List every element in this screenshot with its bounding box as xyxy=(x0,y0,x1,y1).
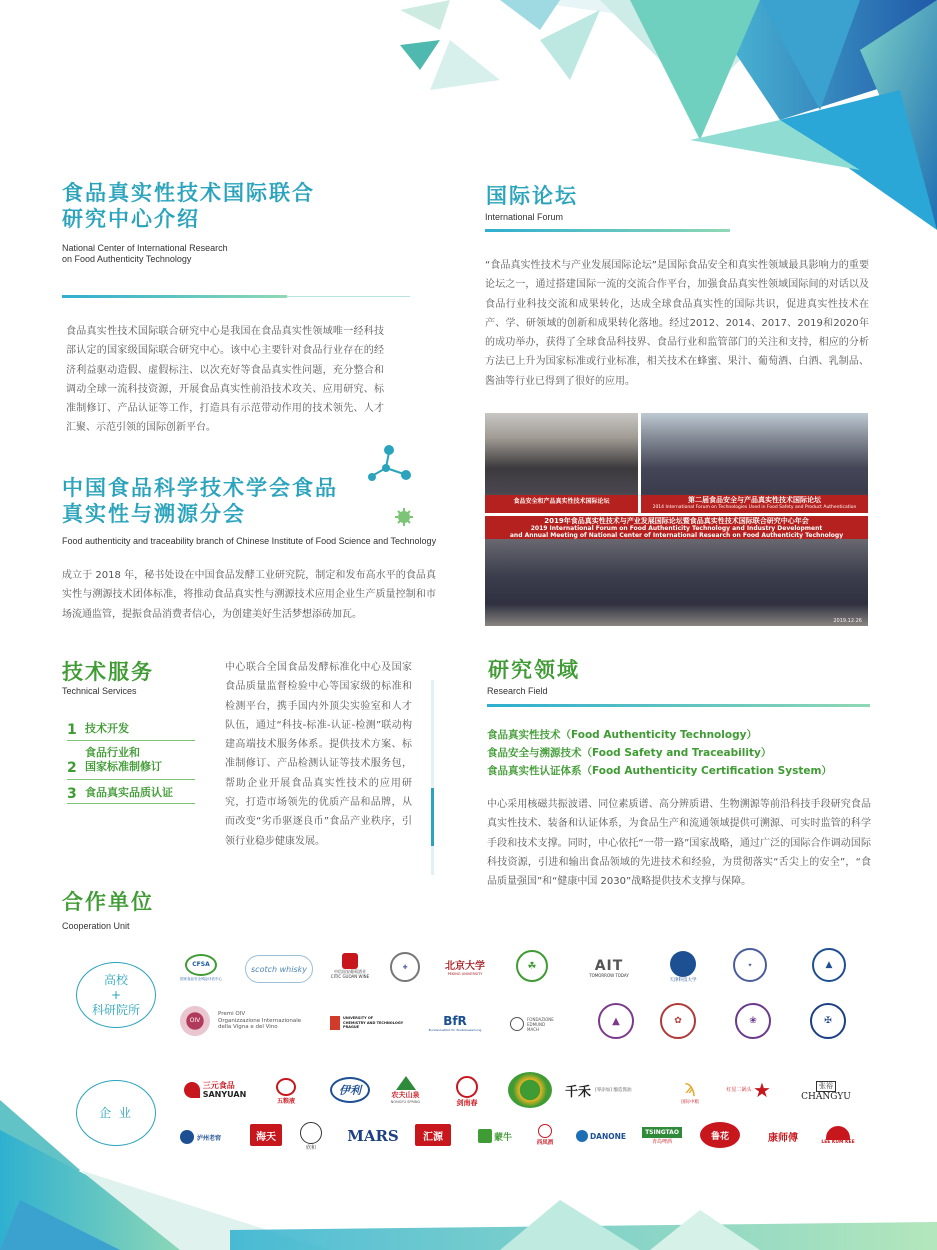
coop-title: 合作单位 xyxy=(62,890,154,914)
services-scroll-indicator xyxy=(431,788,434,846)
university-seal-icon: ✚ xyxy=(390,952,420,982)
jiannanchun-text: 剑南春 xyxy=(456,1099,478,1107)
service-divider xyxy=(67,803,195,804)
huiyuan-logo: 汇源 xyxy=(415,1124,451,1146)
cfsa-text: 国家食品安全风险评估中心 xyxy=(180,977,222,981)
wuliangye-icon xyxy=(276,1078,296,1096)
intro-subtitle xyxy=(62,243,362,265)
sanyuan-en: SANYUAN xyxy=(202,1090,247,1099)
university-seal-icon: ✦ xyxy=(733,948,767,982)
xifeng-logo xyxy=(527,1120,563,1150)
service-label: 食品真实品质认证 xyxy=(85,786,173,799)
research-item: 食品真实性技术（Food Authenticity Technology） xyxy=(487,729,757,741)
research-subtitle: Research Field xyxy=(487,686,548,696)
oiv-mark: OIV xyxy=(180,1006,210,1036)
sanyuan-cn: 三元食品 xyxy=(202,1081,235,1090)
lkk-text: LEE KUM KEE xyxy=(821,1139,855,1145)
service-num: 3 xyxy=(67,786,77,802)
badge-line3: 科研院所 xyxy=(91,1002,140,1017)
jiannanchun-icon xyxy=(456,1076,478,1098)
badge-enterprises: 企 业 xyxy=(76,1080,156,1146)
peking-university-logo xyxy=(430,952,500,980)
intro-title xyxy=(62,180,362,232)
services-body: 中心联合全国食品发酵标准化中心及国家食品质量监督检验中心等国家级的标准和检测平台，携手国内外顶尖实验室和人才队伍，通过“科技-标准-认证-检测”联动构建高端技术服务体系。提供技术方案、标准制修订、产品检测认证等技术服务包，帮助企业开展食品真实性技术的应用研究，打造市场领先的优质产品和品牌，从而改变“劣币驱逐良币”食品产业秩序，引领行业稳步健康发展。 xyxy=(225,662,412,847)
research-item: 食品真实性认证体系（Food Authenticity Certification System） xyxy=(487,765,832,777)
lee-kum-kee-logo xyxy=(818,1118,858,1152)
service-item-2 xyxy=(67,746,197,774)
shinho-text: 欣和 xyxy=(305,1144,316,1151)
branch-title xyxy=(62,475,382,527)
university-seal-icon: ❀ xyxy=(735,1003,771,1039)
bfr-sub: Bundesinstitut für Risikobewertung xyxy=(428,1027,482,1032)
xifeng-text: 西凤酒 xyxy=(536,1140,554,1146)
tust-seal-icon xyxy=(670,951,696,977)
haitian-logo: 海天 xyxy=(250,1124,282,1146)
cofco-text: 国际中粮 xyxy=(681,1100,699,1105)
oiv-text-line2: Organizzazione Internazionale xyxy=(218,1017,302,1024)
fem-logo xyxy=(510,1012,570,1036)
ait-sub: TOMORROW TODAY xyxy=(589,972,629,978)
branch-title-line2: 真实性与溯源分会 xyxy=(62,502,246,526)
tsingtao-logo xyxy=(640,1118,684,1154)
qianhe-sub: [零添加] 酿造酱油 xyxy=(595,1088,632,1093)
citic-cn: 中信国安葡萄酒业 xyxy=(334,969,366,974)
nongfu-cn: 农夫山泉 xyxy=(391,1091,420,1099)
fem-line2: EDMUND xyxy=(527,1021,546,1027)
redstar-logo xyxy=(722,1076,774,1104)
nongfu-logo xyxy=(383,1070,428,1110)
cofco-logo xyxy=(672,1072,708,1110)
luhua-logo: 鲁花 xyxy=(700,1122,740,1148)
pku-en: PEKING UNIVERSITY xyxy=(447,971,483,976)
intro-subtitle-line1: National Center of International Research xyxy=(62,243,228,253)
jiannanchun-logo xyxy=(442,1072,492,1112)
research-body: 中心采用核磁共振波谱、同位素质谱、高分辨质谱、生物溯源等前沿科技手段研究食品真实性技术、装备和认证体系，为食品生产和流通领域提供可溯源、可实时监管的科学手段和技术支撑。同时，中心依托“一带一路”国家战略，通过广泛的国际合作调动国际科技资源，引进和输出食品领域的先进技术和经验，为贯彻落实“舌尖上的安全”，“食品质量强国”和“健康中国 2030”战略提供技术支撑与保障。 xyxy=(487,799,871,888)
branch-subtitle: Food authenticity and traceability branch of Chinese Institute of Food Science and Technology xyxy=(62,536,437,546)
forum-subtitle: International Forum xyxy=(485,212,564,222)
uct-text-line1: UNIVERSITY OF xyxy=(343,1016,374,1021)
intro-divider xyxy=(287,296,410,297)
forum-body: “食品真实性技术与产业发展国际论坛”是国际食品安全和真实性领域最具影响力的重要论坛之一，通过搭建国际一流的交流合作平台，加强食品真实性领域国际间的对话以及食品行业科技交流和成果转化，达成全球食品真实性的国际共识，促进真实性技术在产、学、研领域的创新和成果转化落地。经过2012、2014、2017、2019和2020年的成功举办，获得了全球食品科技界、食品行业和监管部门的关注和支持，相应的分析方法已上升为国家标准或行业标准，相关技术在蜂蜜、果汁、葡萄酒、白酒、乳制品、酱油等行业已得到了很好的应用。 xyxy=(485,260,869,387)
dairy-brand-logo xyxy=(508,1072,552,1108)
mengniu-text: 蒙牛 xyxy=(493,1132,512,1143)
photo-date: 2019.12.26 xyxy=(833,618,862,624)
luzhou-laojiao-logo xyxy=(180,1124,240,1150)
forum-accent-bar xyxy=(485,229,730,232)
service-label-line2: 国家标准制修订 xyxy=(85,760,162,773)
university-seal-icon: ▲ xyxy=(812,948,846,982)
photo-banner-cn: 第二届食品安全与产品真实性技术国际论坛 xyxy=(688,496,821,504)
tsingtao-cn: 青岛啤酒 xyxy=(651,1139,672,1145)
forum-title: 国际论坛 xyxy=(486,184,578,208)
services-title: 技术服务 xyxy=(62,660,154,684)
photo-banner: 食品安全和产品真实性技术国际论坛 xyxy=(485,495,638,513)
qianhe-mark: 千禾 xyxy=(565,1084,592,1100)
wuliangye-logo xyxy=(266,1073,306,1109)
photo-banner-en2: and Annual Meeting of National Center of International Research on Food Authenticity Technology xyxy=(509,531,844,539)
luzhou-text: 泸州老窖 xyxy=(197,1134,222,1142)
ait-logo xyxy=(574,955,644,981)
badge-line1: 高校 xyxy=(103,972,128,987)
tust-text: 天津科技大学 xyxy=(669,978,697,983)
forum-photo-2014 xyxy=(641,413,868,513)
lkk-icon xyxy=(826,1126,850,1140)
shinho-icon xyxy=(300,1122,322,1144)
service-label: 技术开发 xyxy=(85,722,129,735)
bfr-logo xyxy=(425,1010,485,1036)
danone-icon xyxy=(576,1130,588,1142)
changyu-en: CHANGYU xyxy=(801,1091,851,1102)
danone-text: DANONE xyxy=(589,1131,627,1141)
tust-logo xyxy=(658,946,708,988)
nongfu-icon xyxy=(396,1076,416,1090)
cofco-icon: ϡ xyxy=(684,1077,696,1098)
changyu-cn: 张裕 xyxy=(816,1081,836,1092)
branch-body: 成立于 2018 年，秘书处设在中国食品发酵工业研究院，制定和发布高水平的食品真实性与溯源技术团体标准，将推动食品真实性与溯源技术应用企业生产质量控制和市场流通监管，提振食品消费者信心，为创建美好生活梦想添砖加瓦。 xyxy=(62,570,436,620)
uct-prague-logo xyxy=(330,1012,410,1034)
danone-logo xyxy=(572,1124,630,1148)
cfsa-mark: CFSA xyxy=(185,954,217,976)
photo-banner-en1: 2019 International Forum on Food Authenticity Technology and Industry Development xyxy=(530,525,823,532)
oiv-logo xyxy=(180,1005,320,1037)
badge-universities xyxy=(76,962,156,1028)
mengniu-icon xyxy=(478,1129,492,1143)
research-title: 研究领域 xyxy=(488,658,580,682)
fem-line3: MACH xyxy=(527,1026,539,1032)
scotch-whisky-logo: scotch whisky xyxy=(245,955,313,983)
service-label-line1: 食品行业和 xyxy=(85,746,140,759)
photo-banner xyxy=(485,516,868,539)
tsingtao-en: TSINGTAO xyxy=(642,1127,682,1138)
service-divider xyxy=(67,779,195,780)
nongfu-en: NONGFU SPRING xyxy=(390,1100,421,1104)
bfr-mark: BfR xyxy=(443,1013,467,1028)
intro-title-line1: 食品真实性技术国际联合 xyxy=(62,181,315,205)
changyu-logo xyxy=(796,1073,856,1109)
citic-icon xyxy=(342,953,358,969)
qianhe-logo xyxy=(565,1076,660,1104)
coop-subtitle: Cooperation Unit xyxy=(62,921,130,931)
kangshifu-logo: 康师傅 xyxy=(768,1132,798,1144)
fem-line1: FONDAZIONE xyxy=(527,1016,554,1022)
sanyuan-text xyxy=(203,1081,247,1099)
forum-photo-2012 xyxy=(485,413,638,513)
pku-cn: 北京大学 xyxy=(445,960,485,972)
yili-logo: 伊利 xyxy=(330,1077,370,1103)
citic-en: CITIC GUOAN WINE xyxy=(330,974,370,979)
branch-title-line1: 中国食品科学技术学会食品 xyxy=(62,476,338,500)
red-star-icon: ★ xyxy=(753,1078,771,1102)
oiv-text-line1: Premi OIV xyxy=(218,1011,246,1018)
intro-subtitle-line2: on Food Authenticity Technology xyxy=(62,254,192,264)
wuliangye-text: 五粮液 xyxy=(276,1097,295,1105)
luzhou-icon xyxy=(180,1130,194,1144)
university-seal-icon: ✿ xyxy=(660,1003,696,1039)
university-seal-icon: ✠ xyxy=(810,1003,846,1039)
research-list xyxy=(487,726,877,780)
research-item: 食品安全与溯源技术（Food Safety and Traceability） xyxy=(487,747,772,759)
sanyuan-icon xyxy=(184,1082,200,1098)
services-subtitle: Technical Services xyxy=(62,686,137,696)
fem-text xyxy=(527,1017,554,1032)
sanyuan-logo xyxy=(180,1077,250,1103)
citic-guoan-logo xyxy=(330,946,370,986)
forum-photo-2019 xyxy=(485,516,868,626)
oiv-text-line3: della Vigna e del Vino xyxy=(218,1024,278,1031)
redstar-text: 红星二锅头 xyxy=(726,1087,752,1093)
photo-banner-cn: 2019年食品真实性技术与产业发展国际论坛暨食品真实性技术国际联合研究中心年会 xyxy=(544,517,809,525)
ait-mark: AIT xyxy=(594,957,624,974)
cfsa-logo xyxy=(180,948,222,988)
service-item-3 xyxy=(67,786,197,800)
agri-university-seal-icon: ☘ xyxy=(516,950,548,982)
intro-body: 食品真实性技术国际联合研究中心是我国在食品真实性领域唯一经科技部认定的国家级国际联合研究中心。该中心主要针对食品行业存在的经济利益驱动造假、虚假标注、以次充好等食品真实性问题，充分整合和调动全球一流科技资源，开展食品真实性前沿技术攻关、应用研究、标准制修订、产品认证等工作，打造具有示范带动作用的技术领先、人才汇聚、示范引领的国际创新平台。 xyxy=(66,326,384,434)
shinho-logo xyxy=(296,1118,326,1154)
badge-line2: + xyxy=(110,987,122,1002)
intro-title-line2: 研究中心介绍 xyxy=(62,207,200,231)
service-item-1 xyxy=(67,722,197,736)
service-num: 2 xyxy=(67,760,77,776)
fem-icon xyxy=(510,1017,524,1031)
photo-banner xyxy=(641,495,868,513)
intro-accent-bar xyxy=(62,295,287,298)
research-accent-bar xyxy=(487,704,870,707)
photo-banner-en: 2014 International Forum on Technologies Used in Food Safety and Product Authentication xyxy=(652,505,857,510)
mengniu-logo xyxy=(470,1124,520,1148)
university-seal-icon: ▲ xyxy=(598,1003,634,1039)
service-divider xyxy=(67,740,195,741)
uct-text-line3: PRAGUE xyxy=(343,1025,360,1030)
service-num: 1 xyxy=(67,722,77,738)
oiv-text xyxy=(218,1011,301,1031)
uct-text-line2: CHEMISTRY AND TECHNOLOGY xyxy=(343,1020,404,1025)
mars-logo: MARS xyxy=(347,1127,399,1145)
uct-icon xyxy=(330,1016,340,1030)
uct-text xyxy=(343,1016,403,1030)
xifeng-icon xyxy=(538,1124,552,1138)
